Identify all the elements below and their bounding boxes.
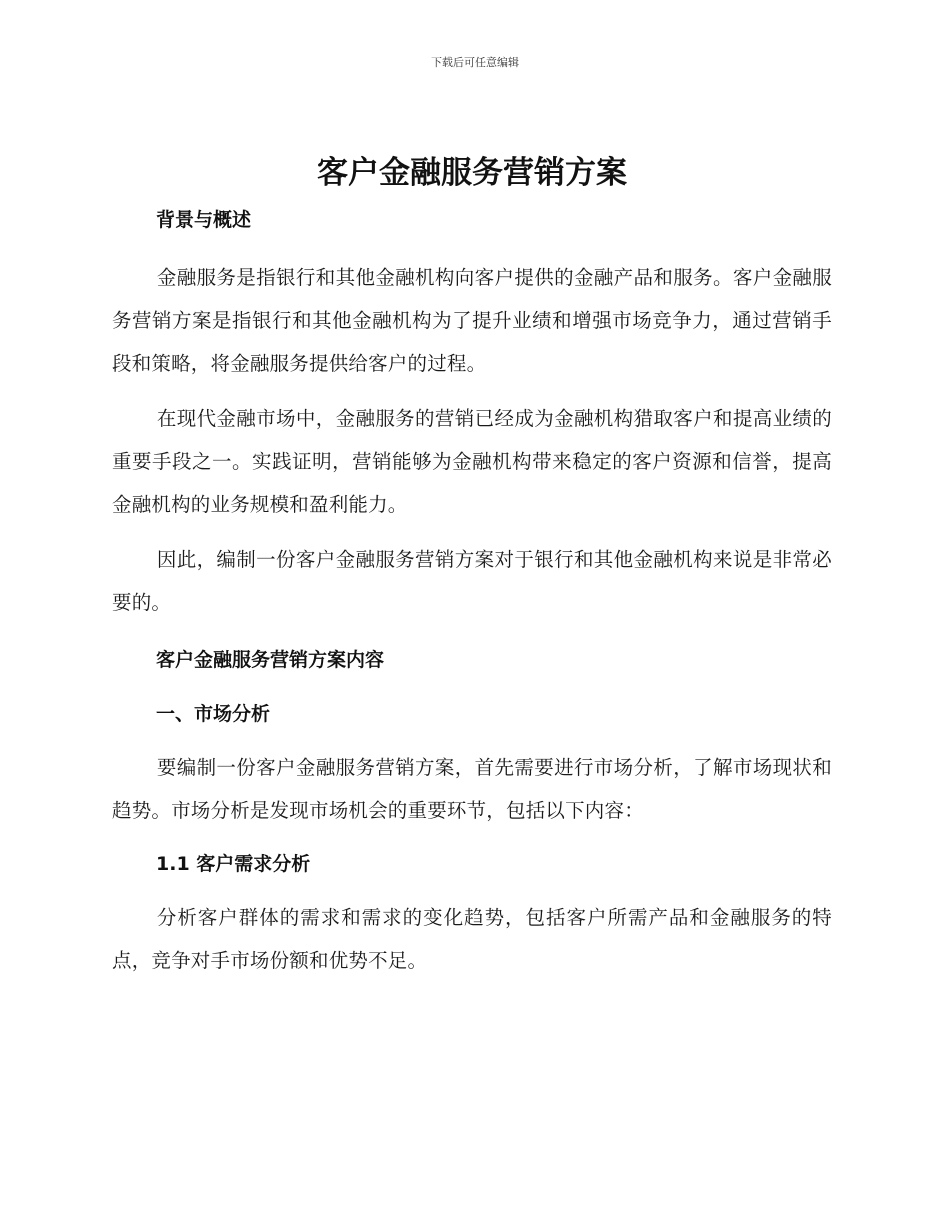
- paragraph-background-3: 因此，编制一份客户金融服务营销方案对于银行和其他金融机构来说是非常必要的。: [112, 548, 832, 614]
- section-heading-market-analysis: 一、市场分析: [156, 703, 271, 725]
- subsection-heading-customer-needs: 1.1 客户需求分析: [156, 853, 311, 875]
- section-heading-background: 背景与概述: [156, 209, 252, 231]
- paragraph-market-analysis: 要编制一份客户金融服务营销方案，首先需要进行市场分析，了解市场现状和趋势。市场分析是发现市场机会的重要环节，包括以下内容：: [112, 756, 832, 822]
- page-header-note: 下载后可任意编辑: [431, 56, 519, 69]
- section-heading-plan-content: 客户金融服务营销方案内容: [156, 649, 385, 671]
- document-body: [112, 148, 832, 982]
- document-title: 客户金融服务营销方案: [317, 155, 627, 191]
- paragraph-customer-needs: 分析客户群体的需求和需求的变化趋势，包括客户所需产品和金融服务的特点，竞争对手市场份额和优势不足。: [112, 906, 832, 972]
- paragraph-background-2: 在现代金融市场中，金融服务的营销已经成为金融机构猎取客户和提高业绩的重要手段之一。实践证明，营销能够为金融机构带来稳定的客户资源和信誉，提高金融机构的业务规模和盈利能力。: [112, 407, 832, 516]
- paragraph-background-1: 金融服务是指银行和其他金融机构向客户提供的金融产品和服务。客户金融服务营销方案是指银行和其他金融机构为了提升业绩和增强市场竞争力，通过营销手段和策略，将金融服务提供给客户的过程。: [112, 266, 832, 375]
